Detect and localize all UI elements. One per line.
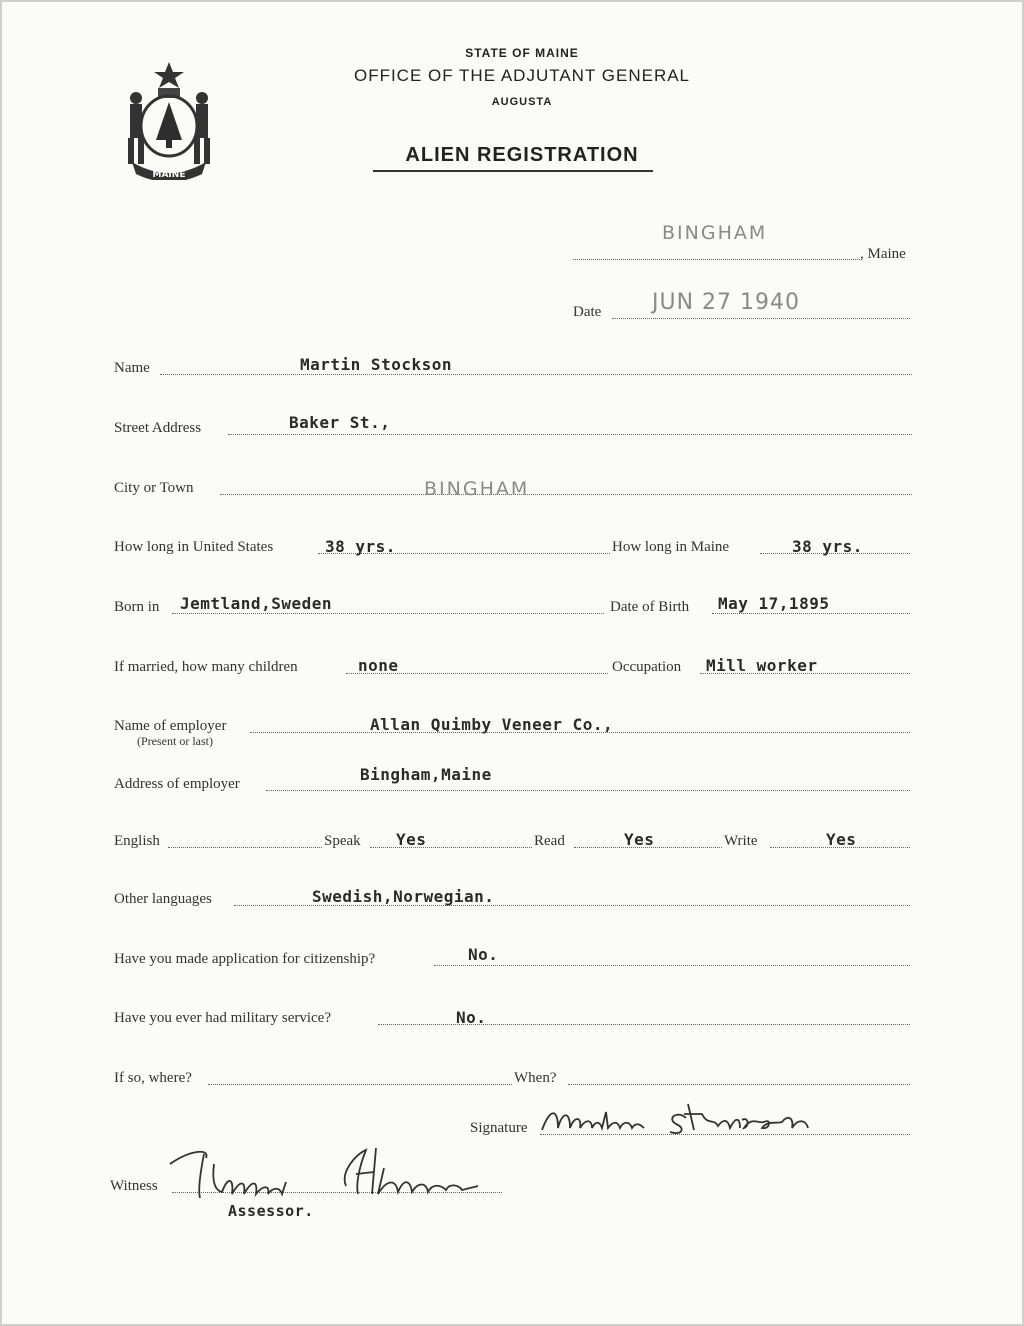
city-line — [220, 494, 912, 495]
speak-value: Yes — [396, 830, 427, 849]
born-label: Born in — [114, 599, 160, 615]
occupation-value: Mill worker — [706, 656, 818, 675]
us-length-label: How long in United States — [114, 539, 274, 555]
applicant-signature — [536, 1098, 866, 1153]
employer-value: Allan Quimby Veneer Co., — [370, 715, 614, 734]
speak-line — [370, 847, 532, 848]
read-value: Yes — [624, 830, 655, 849]
state-heading: STATE OF MAINE — [465, 46, 579, 60]
military-value: No. — [456, 1008, 487, 1027]
born-line — [172, 613, 604, 614]
form-title: ALIEN REGISTRATION — [405, 144, 639, 166]
read-label: Read — [534, 833, 565, 849]
speak-label: Speak — [324, 833, 361, 849]
english-line — [168, 847, 322, 848]
employer-label: Name of employer — [114, 718, 227, 734]
citizenship-line — [434, 965, 910, 966]
name-value: Martin Stockson — [300, 355, 452, 374]
date-line — [612, 318, 910, 319]
maine-length-label: How long in Maine — [612, 539, 730, 555]
maine-length-value: 38 yrs. — [792, 537, 863, 556]
city-heading: AUGUSTA — [491, 96, 553, 108]
street-line — [228, 434, 912, 435]
write-label: Write — [724, 833, 758, 849]
english-label: English — [114, 833, 160, 849]
city-stamp: BINGHAM — [424, 478, 530, 500]
place-line — [573, 259, 860, 260]
signature-label: Signature — [470, 1120, 528, 1136]
other-languages-label: Other languages — [114, 891, 212, 907]
dob-value: May 17,1895 — [718, 594, 830, 613]
city-label: City or Town — [114, 480, 194, 496]
office-heading: OFFICE OF THE ADJUTANT GENERAL — [353, 66, 691, 85]
witness-signature — [160, 1134, 500, 1219]
witness-role: Assessor. — [228, 1202, 314, 1220]
born-value: Jemtland,Sweden — [180, 594, 332, 613]
title-underline — [373, 170, 653, 172]
dob-label: Date of Birth — [610, 599, 690, 615]
children-label: If married, how many children — [114, 659, 298, 675]
place-stamp: BINGHAM — [662, 222, 768, 244]
place-suffix: , Maine — [860, 246, 906, 262]
dob-line — [712, 613, 910, 614]
employer-address-value: Bingham,Maine — [360, 765, 492, 784]
citizenship-label: Have you made application for citizenship? — [114, 951, 376, 967]
employer-address-label: Address of employer — [114, 776, 240, 792]
where-line — [208, 1084, 512, 1085]
citizenship-value: No. — [468, 945, 499, 964]
name-label: Name — [114, 360, 150, 376]
occupation-label: Occupation — [612, 659, 682, 675]
employer-address-line — [266, 790, 910, 791]
witness-label: Witness — [110, 1178, 158, 1194]
where-label: If so, where? — [114, 1070, 192, 1086]
write-value: Yes — [826, 830, 857, 849]
employer-sublabel: (Present or last) — [137, 734, 213, 748]
street-label: Street Address — [114, 420, 202, 436]
when-label: When? — [514, 1070, 557, 1086]
date-stamp: JUN 27 1940 — [652, 290, 801, 315]
us-length-value: 38 yrs. — [325, 537, 396, 556]
children-value: none — [358, 656, 399, 675]
military-label: Have you ever had military service? — [114, 1010, 331, 1026]
seal-text: MAINE — [152, 170, 186, 180]
name-line — [160, 374, 912, 375]
when-line — [568, 1084, 910, 1085]
other-languages-value: Swedish,Norwegian. — [312, 887, 495, 906]
date-label: Date — [573, 304, 602, 320]
street-value: Baker St., — [289, 413, 391, 432]
